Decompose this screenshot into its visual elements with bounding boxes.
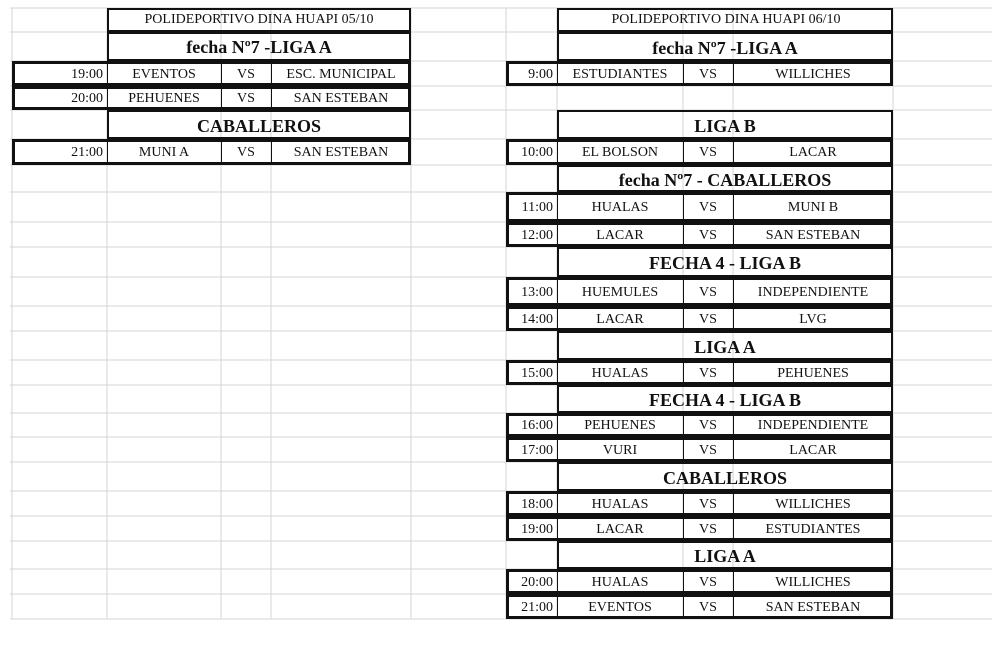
match-time: 17:00	[521, 442, 553, 458]
vs-label: VS	[237, 145, 255, 160]
right-section-header: FECHA 4 - LIGA B	[648, 390, 802, 410]
vs-label: VS	[699, 599, 717, 615]
match-time: 21:00	[71, 145, 103, 160]
right-section-header: fecha Nº7 -LIGA A	[652, 37, 798, 58]
home-team: PEHUENES	[584, 418, 656, 433]
match-time: 10:00	[521, 145, 553, 160]
away-team: ESC. MUNICIPAL	[286, 66, 396, 82]
vs-label: VS	[699, 574, 717, 590]
away-team: WILLICHES	[775, 66, 851, 82]
vs-label: VS	[699, 145, 717, 160]
vs-label: VS	[699, 200, 717, 215]
right-section-header: CABALLEROS	[662, 467, 788, 488]
vs-label: VS	[237, 91, 255, 106]
right-section-header: fecha Nº7 - CABALLEROS	[618, 169, 832, 190]
home-team: HUALAS	[591, 574, 649, 590]
home-team: LACAR	[596, 521, 644, 537]
away-team: INDEPENDIENTE	[757, 284, 869, 300]
match-time: 20:00	[71, 91, 103, 106]
match-time: 11:00	[521, 200, 553, 215]
match-time: 15:00	[521, 365, 553, 381]
match-time: 16:00	[521, 418, 553, 433]
away-team: WILLICHES	[775, 574, 851, 590]
home-team: EVENTOS	[132, 66, 196, 82]
match-time: 20:00	[521, 574, 553, 590]
away-team: SAN ESTEBAN	[765, 599, 861, 615]
right-section-header: FECHA 4 - LIGA B	[648, 253, 802, 273]
vs-label: VS	[699, 365, 717, 381]
away-team: INDEPENDIENTE	[757, 418, 869, 433]
away-team: MUNI B	[787, 200, 839, 215]
left-section-header: CABALLEROS	[196, 116, 322, 136]
right-title: POLIDEPORTIVO DINA HUAPI 06/10	[611, 12, 841, 27]
right-section-header: LIGA B	[694, 115, 756, 136]
match-time: 9:00	[528, 66, 553, 82]
away-team: WILLICHES	[775, 496, 851, 512]
home-team: MUNI A	[138, 145, 190, 160]
home-team: LACAR	[596, 311, 644, 327]
match-time: 19:00	[71, 66, 103, 82]
match-time: 13:00	[521, 284, 553, 300]
away-team: LVG	[799, 311, 827, 327]
vs-label: VS	[699, 66, 717, 82]
away-team: SAN ESTEBAN	[293, 145, 389, 160]
vs-label: VS	[699, 284, 717, 300]
vs-label: VS	[699, 442, 717, 458]
vs-label: VS	[699, 418, 717, 433]
vs-label: VS	[699, 227, 717, 243]
home-team: HUEMULES	[581, 284, 659, 300]
away-team: LACAR	[789, 145, 837, 160]
home-team: VURI	[602, 442, 638, 458]
home-team: HUALAS	[591, 365, 649, 381]
vs-label: VS	[237, 66, 255, 82]
match-time: 12:00	[521, 227, 553, 243]
match-time: 19:00	[521, 521, 553, 537]
left-title: POLIDEPORTIVO DINA HUAPI 05/10	[144, 12, 374, 27]
away-team: SAN ESTEBAN	[765, 227, 861, 243]
home-team: LACAR	[596, 227, 644, 243]
home-team: ESTUDIANTES	[572, 66, 668, 82]
left-section-header: fecha Nº7 -LIGA A	[186, 37, 332, 57]
home-team: EVENTOS	[588, 599, 652, 615]
away-team: LACAR	[789, 442, 837, 458]
match-time: 14:00	[521, 311, 553, 327]
away-team: ESTUDIANTES	[765, 521, 861, 537]
away-team: SAN ESTEBAN	[293, 91, 389, 106]
home-team: HUALAS	[591, 496, 649, 512]
home-team: PEHUENES	[128, 91, 200, 106]
vs-label: VS	[699, 521, 717, 537]
vs-label: VS	[699, 496, 717, 512]
match-time: 21:00	[521, 599, 553, 615]
match-time: 18:00	[521, 496, 553, 512]
home-team: EL BOLSON	[581, 145, 659, 160]
right-section-header: LIGA A	[694, 336, 756, 357]
away-team: PEHUENES	[777, 365, 849, 381]
right-section-header: LIGA A	[694, 546, 756, 566]
vs-label: VS	[699, 311, 717, 327]
home-team: HUALAS	[591, 200, 649, 215]
